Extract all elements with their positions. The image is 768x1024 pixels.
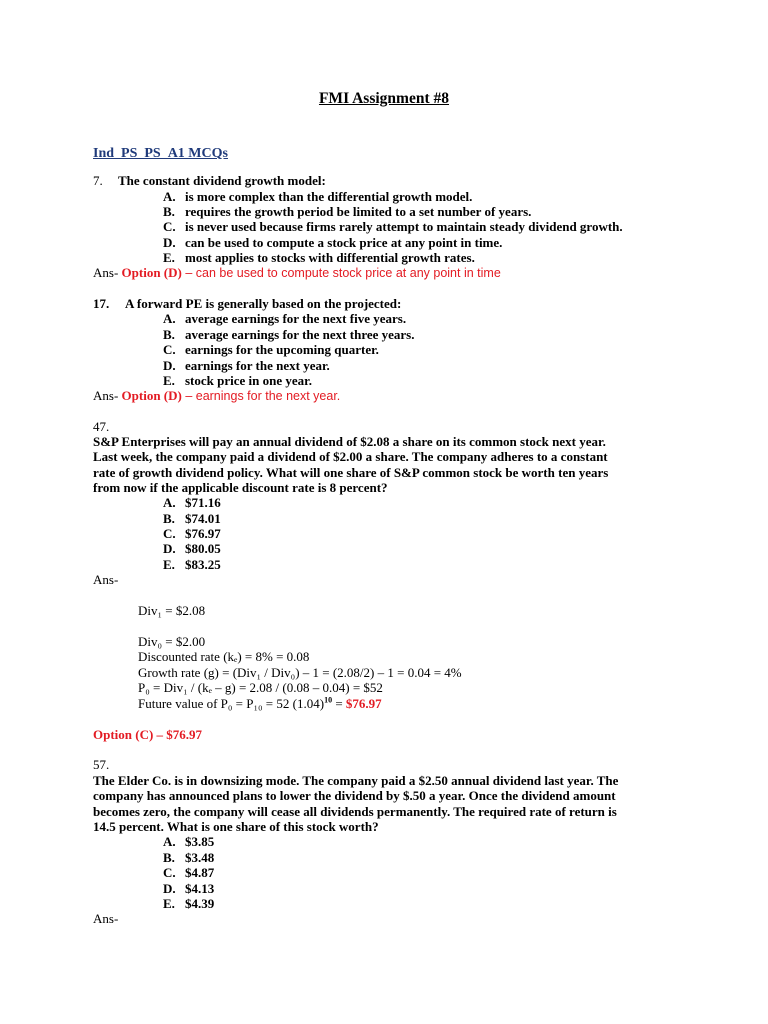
- question-line: rate of growth dividend policy. What will one share of S&P common stock be worth ten years: [93, 465, 609, 480]
- question-line: S&P Enterprises will pay an annual dividend of $2.08 a share on its common stock next year.: [93, 434, 606, 449]
- question-line: The Elder Co. is in downsizing mode. The company paid a $2.50 annual dividend last year. The: [93, 773, 619, 788]
- option-b: B. requires the growth period be limited to a set number of years.: [163, 204, 532, 219]
- option-b: B. $3.48: [163, 850, 215, 865]
- question-text: The constant dividend growth model:: [118, 173, 326, 188]
- option-a: A. $3.85: [163, 834, 215, 849]
- work-div1: Div₁ = $2.08: [138, 603, 206, 618]
- question-number: 7.: [93, 173, 103, 188]
- answer-line: Ans- Option (D) – earnings for the next year.: [93, 388, 341, 403]
- answer-label: Ans-: [93, 911, 119, 926]
- question-number: 17.: [93, 296, 110, 311]
- option-e: E. $83.25: [163, 557, 221, 572]
- option-d: D. earnings for the next year.: [163, 358, 330, 373]
- section-heading: Ind_PS_PS_A1 MCQs: [93, 146, 228, 161]
- option-e: E. most applies to stocks with differential growth rates.: [163, 250, 475, 265]
- question-text: A forward PE is generally based on the projected:: [125, 296, 402, 311]
- question-line: 14.5 percent. What is one share of this stock worth?: [93, 819, 379, 834]
- work-future-value: Future value of P₀ = P₁₀ = 52 $(1.04)^{10}$ = $76.97: [138, 695, 382, 711]
- work-p0: P₀ = Div₁ / (kₑ – g) = 2.08 / (0.08 – 0.04) = $52: [138, 680, 383, 695]
- option-d: D. $4.13: [163, 881, 215, 896]
- question-line: becomes zero, the company will cease all dividends permanently. The required rate of return is: [93, 804, 617, 819]
- option-e: E. $4.39: [163, 896, 215, 911]
- page-title: FMI Assignment #8: [318, 90, 450, 107]
- option-c: C. $76.97: [163, 526, 221, 541]
- option-b: B. $74.01: [163, 511, 221, 526]
- option-d: D. can be used to compute a stock price at any point in time.: [163, 235, 503, 250]
- work-growth-rate: Growth rate (g) = (Div₁ / Div₀) – 1 = (2.08/2) – 1 = 0.04 = 4%: [138, 665, 462, 680]
- answer-label: Ans-: [93, 572, 119, 587]
- option-b: B. average earnings for the next three years.: [163, 327, 415, 342]
- option-c: C. earnings for the upcoming quarter.: [163, 342, 379, 357]
- question-line: from now if the applicable discount rate is 8 percent?: [93, 480, 388, 495]
- option-a: A. is more complex than the differential growth model.: [163, 189, 473, 204]
- question-number: 57.: [93, 757, 110, 772]
- work-div0: Div₀ = $2.00: [138, 634, 206, 649]
- answer-option: Option (C) – $76.97: [93, 727, 203, 742]
- question-number: 47.: [93, 419, 110, 434]
- question-line: Last week, the company paid a dividend of $2.00 a share. The company adheres to a constant: [93, 449, 608, 464]
- work-discount-rate: Discounted rate (kₑ) = 8% = 0.08: [138, 649, 310, 664]
- option-e: E. stock price in one year.: [163, 373, 312, 388]
- option-a: A. $71.16: [163, 495, 221, 510]
- option-a: A. average earnings for the next five years.: [163, 311, 407, 326]
- option-d: D. $80.05: [163, 541, 221, 556]
- option-c: C. is never used because firms rarely attempt to maintain steady dividend growth.: [163, 219, 623, 234]
- question-line: company has announced plans to lower the dividend by $.50 a year. Once the dividend amount: [93, 788, 616, 803]
- option-c: C. $4.87: [163, 865, 215, 880]
- answer-line: Ans- Option (D) – can be used to compute stock price at any point in time: [93, 265, 501, 280]
